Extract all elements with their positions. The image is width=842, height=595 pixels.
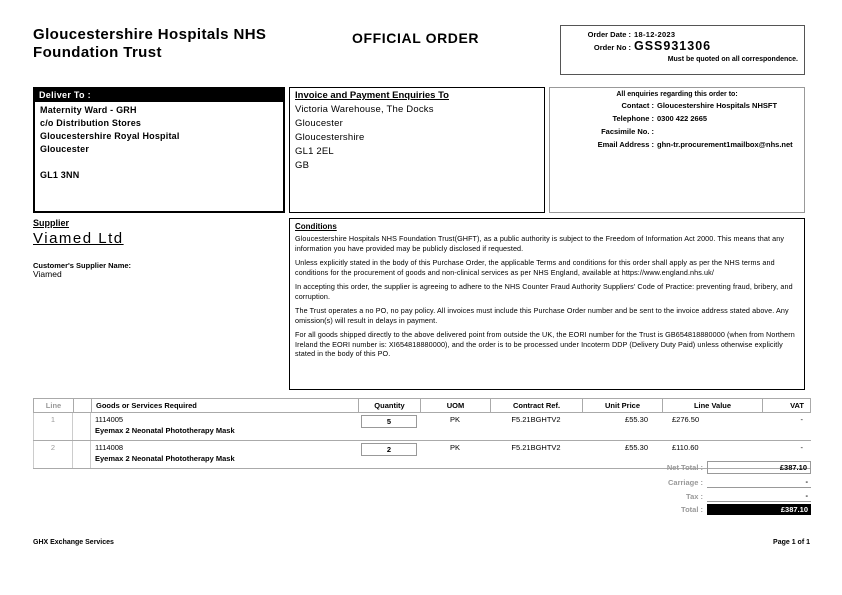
- totals-section: [491, 461, 811, 517]
- order-info-box: [560, 25, 805, 75]
- order-date-label: Order Date :: [587, 30, 631, 39]
- conditions-paragraph: In accepting this order, the supplier is agreeing to adhere to the NHS Counter Fraud Authority Suppliers' Code of Practice: preventing fraud, bribery, and corruption.: [295, 282, 793, 301]
- contact-label: Contact :: [621, 101, 654, 110]
- doc-title: OFFICIAL ORDER: [352, 30, 480, 46]
- conditions-paragraph: Unless explicitly stated in the body of this Purchase Order, the applicable Terms and conditions for this order shall apply as per the NHS terms and conditions for the procurement of goods and non-clinical services as per NHS England, available at https://www.england.nhs.uk/: [295, 258, 775, 277]
- invoice-line: Gloucester: [295, 118, 343, 129]
- supplier-heading: Supplier: [33, 218, 70, 228]
- order-quote-note: Must be quoted on all correspondence.: [667, 56, 798, 63]
- tax-label: Tax :: [686, 491, 703, 501]
- footer-service-name: GHX Exchange Services: [33, 539, 114, 546]
- enquiry-row-facsimile: [554, 127, 800, 136]
- row-blank-cell: [73, 413, 91, 440]
- row-vat: -: [800, 415, 803, 424]
- table-row: [33, 413, 811, 441]
- grand-total-label: Total :: [681, 505, 703, 514]
- order-no-label: Order No :: [593, 43, 631, 52]
- supplier-name: Viamed Ltd: [33, 230, 124, 247]
- telephone-label: Telephone :: [612, 114, 654, 123]
- row-line-number: 1: [33, 413, 73, 440]
- row-unit-price: £55.30: [625, 443, 648, 452]
- net-total-row: [491, 461, 811, 474]
- deliver-line: Gloucestershire Royal Hospital: [40, 131, 180, 142]
- row-blank-cell: [73, 441, 91, 468]
- row-line-value: £110.60: [672, 443, 699, 452]
- carriage-value: -: [707, 476, 811, 488]
- row-contract-ref: F5.21BGHTV2: [511, 443, 561, 452]
- invoice-line: Victoria Warehouse, The Docks: [295, 104, 434, 115]
- facsimile-label: Facsimile No. :: [601, 127, 654, 136]
- col-header-contract: Contract Ref.: [490, 398, 582, 413]
- items-table-header: [33, 398, 811, 413]
- telephone-value: 0300 422 2665: [657, 114, 708, 123]
- grand-total-row: [491, 504, 811, 515]
- item-code: 1114005: [95, 415, 124, 424]
- contact-value: Gloucestershire Hospitals NHSFT: [657, 101, 778, 110]
- order-date-value: 18-12-2023: [634, 30, 676, 39]
- conditions-box: [289, 218, 805, 390]
- invoice-to-address: [295, 103, 539, 173]
- row-quantity-cell: [358, 413, 420, 440]
- order-no-row: [567, 39, 798, 53]
- carriage-label: Carriage :: [667, 477, 703, 487]
- order-no-value: GSS931306: [634, 39, 712, 53]
- carriage-row: [491, 476, 811, 488]
- grand-total-value: £387.10: [707, 504, 811, 515]
- col-header-line: Line: [33, 398, 73, 413]
- conditions-paragraph: The Trust operates a no PO, no pay policy. All invoices must include this Purchase Order number and be sent to the invoice address stated above. Any omission(s) will result in delays in payment.: [295, 306, 789, 325]
- deliver-line: GL1 3NN: [40, 170, 80, 181]
- invoice-to-title: Invoice and Payment Enquiries To: [295, 90, 449, 101]
- customer-supplier-label: Customer's Supplier Name:: [33, 261, 132, 270]
- order-date-row: [567, 30, 798, 39]
- col-header-quantity: Quantity: [358, 398, 420, 413]
- net-total-value: £387.10: [707, 461, 811, 474]
- row-uom: PK: [449, 415, 460, 424]
- email-label: Email Address :: [597, 140, 654, 149]
- row-line-number: 2: [33, 441, 73, 468]
- col-header-goods: Goods or Services Required: [91, 398, 358, 413]
- enquiry-row-telephone: [554, 114, 800, 123]
- col-header-uom: UOM: [420, 398, 490, 413]
- customer-supplier-name: Viamed: [33, 269, 62, 279]
- invoice-line: Gloucestershire: [295, 132, 365, 143]
- tax-row: [491, 490, 811, 502]
- deliver-line: c/o Distribution Stores: [40, 118, 142, 129]
- item-description: Eyemax 2 Neonatal Phototherapy Mask: [95, 426, 235, 435]
- deliver-line: [40, 156, 278, 169]
- deliver-to-box: [33, 87, 285, 213]
- enquiries-note: All enquiries regarding this order to:: [616, 91, 738, 98]
- conditions-title: Conditions: [295, 222, 337, 231]
- quantity-box: 5: [361, 415, 417, 428]
- footer-page-number: Page 1 of 1: [773, 539, 810, 546]
- row-line-value: £276.50: [672, 415, 700, 424]
- col-header-blank: [73, 398, 91, 413]
- col-header-vat: VAT: [762, 398, 811, 413]
- conditions-paragraph: Gloucestershire Hospitals NHS Foundation Trust(GHFT), as a public authority is subject to the Freedom of Information Act 2000. This means that any information you have provided may be publicly disclosed if requested.: [295, 234, 785, 253]
- item-description: Eyemax 2 Neonatal Phototherapy Mask: [95, 454, 235, 463]
- enquiry-row-contact: [554, 101, 800, 110]
- deliver-to-address: [35, 102, 283, 184]
- enquiries-box: [549, 87, 805, 213]
- row-contract-ref: F5.21BGHTV2: [511, 415, 561, 424]
- row-goods-cell: [91, 441, 358, 468]
- invoice-line: GL1 2EL: [295, 146, 334, 157]
- quantity-box: 2: [361, 443, 417, 456]
- row-goods-cell: [91, 413, 358, 440]
- items-table: [33, 398, 811, 469]
- enquiry-row-email: [554, 140, 800, 149]
- deliver-to-title: Deliver To :: [35, 89, 283, 102]
- row-quantity-cell: [358, 441, 420, 468]
- invoice-to-box: [289, 87, 545, 213]
- invoice-line: GB: [295, 160, 310, 171]
- deliver-line: Gloucester: [40, 144, 90, 155]
- org-name: Gloucestershire Hospitals NHS Foundation Trust: [33, 26, 267, 61]
- row-vat: -: [800, 443, 803, 452]
- email-value: ghn-tr.procurement1mailbox@nhs.net: [657, 140, 793, 149]
- row-unit-price: £55.30: [625, 415, 648, 424]
- col-header-line-value: Line Value: [662, 398, 762, 413]
- col-header-unit-price: Unit Price: [582, 398, 662, 413]
- tax-value: -: [707, 490, 811, 502]
- item-code: 1114008: [95, 443, 124, 452]
- conditions-paragraph: For all goods shipped directly to the above delivered point from outside the UK, the EORI number for the Trust is GB654818880000 (when from Northern Ireland the EORI number is: XI654818880000), and the order is to be processed under Incoterm DDP (Delivery Duty Paid) unless otherwise explicitly stated in the body of this PO.: [295, 330, 795, 358]
- row-uom: PK: [449, 443, 460, 452]
- deliver-line: Maternity Ward - GRH: [40, 105, 137, 115]
- net-total-label: Net Total :: [666, 463, 703, 472]
